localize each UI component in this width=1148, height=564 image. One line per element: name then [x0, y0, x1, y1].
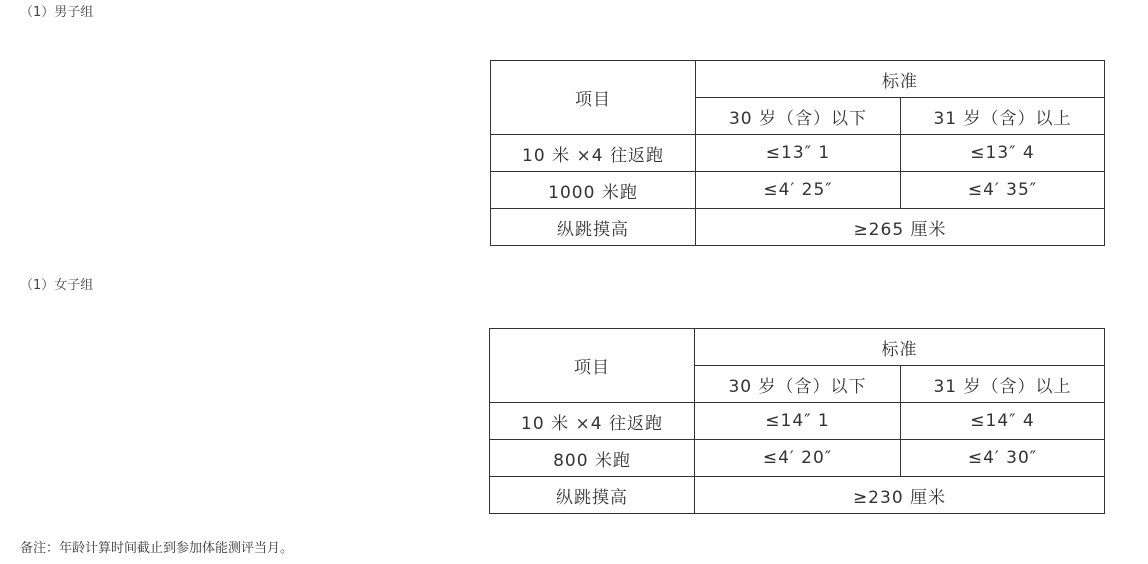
standards-table-female — [489, 328, 1105, 514]
row-item-cell: 1000 米跑 — [491, 172, 696, 209]
row-item-cell: 纵跳摸高 — [491, 209, 696, 246]
table-row — [490, 440, 1105, 477]
row-item-cell: 纵跳摸高 — [490, 477, 695, 514]
header-item-cell: 项目 — [490, 329, 695, 403]
row-value-cell: ≤4′ 30″ — [901, 440, 1105, 477]
row-value-cell: ≤4′ 25″ — [696, 172, 901, 209]
row-value-cell: ≤13″ 4 — [901, 135, 1105, 172]
table-row — [491, 209, 1105, 246]
header-age-30-under: 30 岁（含）以下 — [696, 98, 901, 135]
header-age-31-over: 31 岁（含）以上 — [901, 98, 1105, 135]
row-merged-value-cell: ≥230 厘米 — [695, 477, 1105, 514]
row-item-cell: 10 米 ×4 往返跑 — [491, 135, 696, 172]
header-age-30-under: 30 岁（含）以下 — [695, 366, 901, 403]
section-caption-male: （1）男子组 — [20, 5, 94, 20]
section-caption-female: （1）女子组 — [20, 278, 94, 293]
standards-table-male — [490, 60, 1105, 246]
table-row — [490, 477, 1105, 514]
header-standard-cell: 标准 — [696, 61, 1105, 98]
table-row — [491, 172, 1105, 209]
header-item-cell: 项目 — [491, 61, 696, 135]
row-value-cell: ≤14″ 4 — [901, 403, 1105, 440]
table-row — [491, 135, 1105, 172]
table-row — [490, 403, 1105, 440]
row-value-cell: ≤4′ 20″ — [695, 440, 901, 477]
header-age-31-over: 31 岁（含）以上 — [901, 366, 1105, 403]
row-value-cell: ≤4′ 35″ — [901, 172, 1105, 209]
row-item-cell: 10 米 ×4 往返跑 — [490, 403, 695, 440]
footnote: 备注：年龄计算时间截止到参加体能测评当月。 — [20, 541, 294, 556]
row-value-cell: ≤14″ 1 — [695, 403, 901, 440]
row-value-cell: ≤13″ 1 — [696, 135, 901, 172]
header-standard-cell: 标准 — [695, 329, 1105, 366]
row-item-cell: 800 米跑 — [490, 440, 695, 477]
row-merged-value-cell: ≥265 厘米 — [696, 209, 1105, 246]
